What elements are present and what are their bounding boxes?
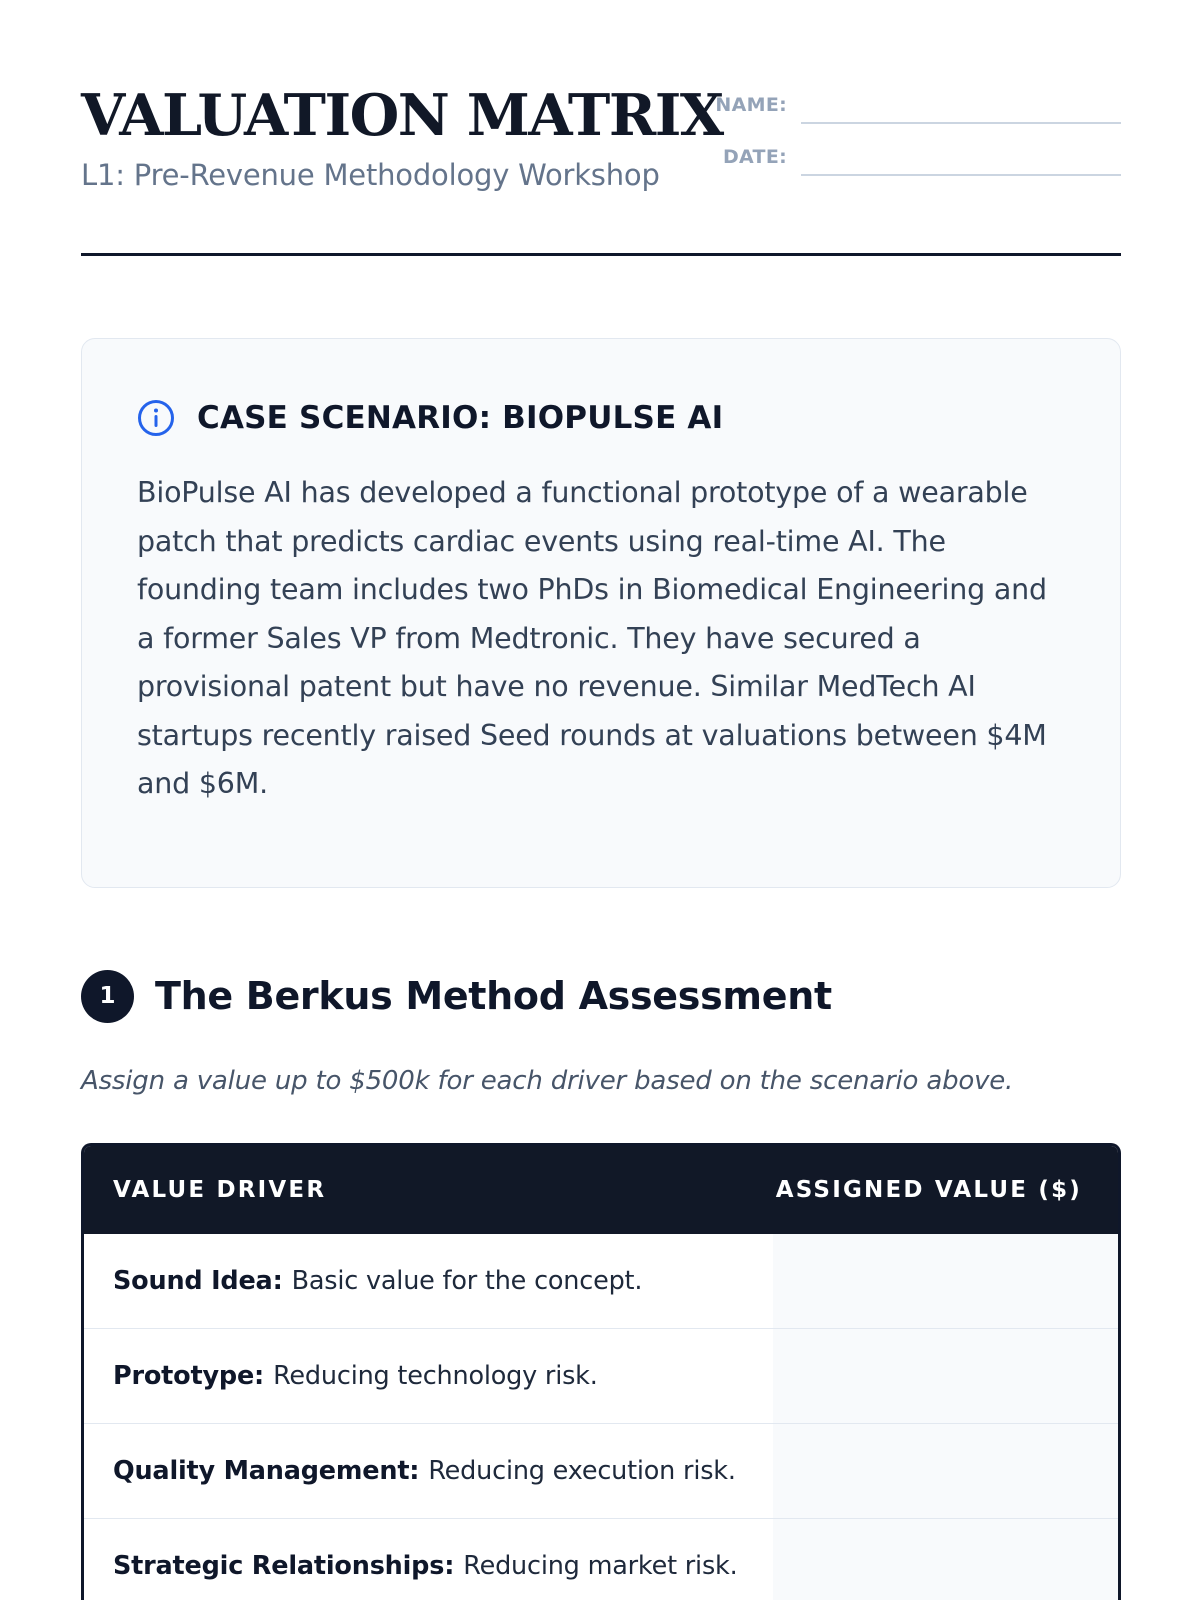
name-input-line[interactable] — [801, 122, 1121, 124]
table-header — [84, 1146, 1118, 1234]
column-header-value: ASSIGNED VALUE ($) — [775, 1177, 1082, 1203]
case-scenario-box — [81, 338, 1121, 888]
table-row — [84, 1424, 1118, 1519]
section-title: The Berkus Method Assessment — [155, 974, 832, 1018]
berkus-table — [81, 1143, 1121, 1600]
driver-description: Reducing execution risk. — [428, 1456, 736, 1486]
section-heading — [81, 968, 832, 1024]
driver-description: Basic value for the concept. — [291, 1266, 643, 1296]
section-instruction: Assign a value up to $500k for each driver based on the scenario above. — [81, 1066, 1014, 1096]
driver-cell — [84, 1424, 773, 1518]
driver-description: Reducing technology risk. — [273, 1361, 598, 1391]
driver-name: Quality Management: — [113, 1456, 420, 1486]
driver-name: Sound Idea: — [113, 1266, 283, 1296]
assigned-value-cell[interactable] — [773, 1519, 1118, 1600]
assigned-value-cell[interactable] — [773, 1234, 1118, 1328]
date-input-line[interactable] — [801, 174, 1121, 176]
scenario-body: BioPulse AI has developed a functional prototype of a wearable patch that predicts cardiac events using real-time AI. The founding team includes two PhDs in Biomedical Engineering and a former Sales VP from Medtronic. They have secured a provisional patent but have no revenue. Similar MedTech AI startups recently raised Seed rounds at valuations between $4M and $6M. — [137, 476, 1047, 800]
scenario-title: CASE SCENARIO: BIOPULSE AI — [197, 400, 724, 436]
column-header-driver: VALUE DRIVER — [113, 1177, 327, 1203]
section-number-badge: 1 — [81, 970, 134, 1023]
scenario-header — [137, 397, 723, 439]
driver-description: Reducing market risk. — [463, 1551, 738, 1581]
table-row — [84, 1329, 1118, 1424]
driver-name: Strategic Relationships: — [113, 1551, 455, 1581]
driver-cell — [84, 1234, 773, 1328]
assigned-value-cell[interactable] — [773, 1424, 1118, 1518]
table-row — [84, 1519, 1118, 1600]
worksheet-page — [81, 0, 1121, 1600]
date-field — [711, 136, 1121, 180]
assigned-value-cell[interactable] — [773, 1329, 1118, 1423]
page-header — [81, 78, 1121, 256]
date-label: DATE: — [722, 146, 787, 168]
driver-cell — [84, 1329, 773, 1423]
name-label: NAME: — [715, 94, 787, 116]
driver-cell — [84, 1519, 773, 1600]
driver-name: Prototype: — [113, 1361, 265, 1391]
name-field — [711, 84, 1121, 128]
page-title: VALUATION MATRIX — [81, 82, 723, 149]
page-subtitle: L1: Pre-Revenue Methodology Workshop — [81, 158, 660, 192]
table-row — [84, 1234, 1118, 1329]
info-icon — [137, 399, 175, 437]
